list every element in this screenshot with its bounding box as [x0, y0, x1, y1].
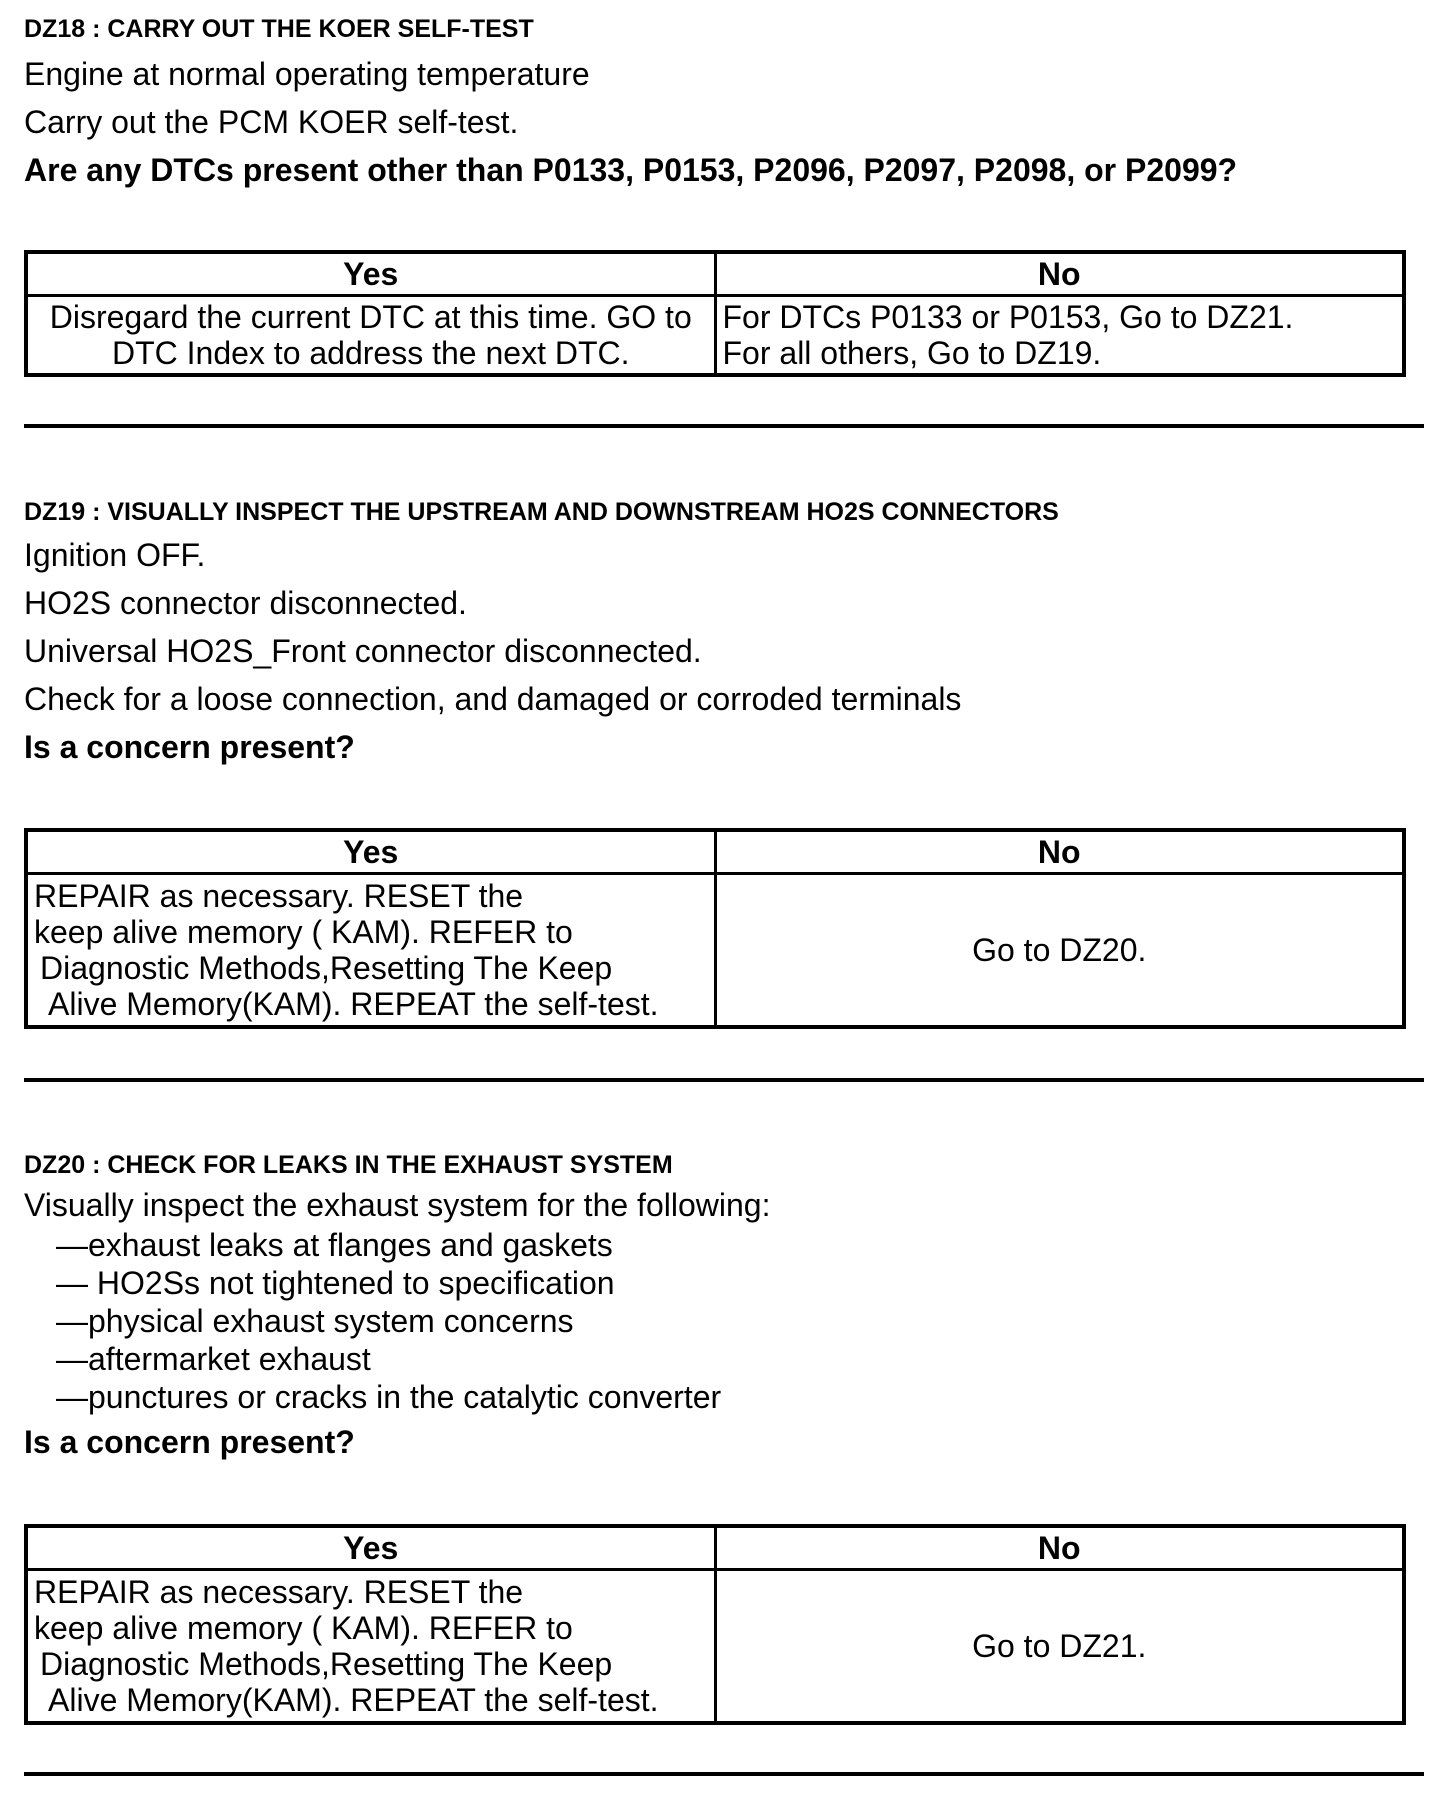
yes-cell	[26, 1570, 715, 1724]
yes-header: Yes	[26, 252, 715, 296]
instruction-line: Carry out the PCM KOER self-test.	[24, 104, 519, 140]
yes-no-table	[24, 250, 1406, 377]
question: Is a concern present?	[24, 1424, 355, 1460]
no-header: No	[715, 252, 1404, 296]
section-divider	[24, 424, 1424, 428]
cell-text: Alive Memory(KAM). REPEAT the self-test.	[48, 986, 659, 1022]
section-divider	[24, 1772, 1424, 1776]
instruction-line: Universal HO2S_Front connector disconnected.	[24, 633, 702, 669]
cell-text: keep alive memory ( KAM). REFER to	[34, 1610, 573, 1646]
no-header: No	[715, 830, 1404, 874]
no-cell: Go to DZ21.	[715, 1570, 1404, 1724]
cell-text: DTC Index to address the next DTC.	[111, 335, 630, 371]
list-item: —punctures or cracks in the catalytic converter	[56, 1379, 722, 1415]
cell-text: Disregard the current DTC at this time. GO to	[49, 299, 692, 335]
list-item: —exhaust leaks at flanges and gaskets	[56, 1227, 613, 1263]
bullet-list	[24, 1226, 1424, 1416]
section-divider	[24, 1078, 1424, 1082]
instruction-line: Engine at normal operating temperature	[24, 56, 590, 92]
yes-header: Yes	[26, 830, 715, 874]
step-dz20	[24, 1150, 1424, 1466]
step-title: DZ19 : VISUALLY INSPECT THE UPSTREAM AND DOWNSTREAM HO2S CONNECTORS	[24, 498, 1059, 526]
question: Are any DTCs present other than P0133, P0153, P2096, P2097, P2098, or P2099?	[24, 152, 1238, 188]
no-header: No	[715, 1526, 1404, 1570]
cell-text: For DTCs P0133 or P0153, Go to DZ21.	[722, 299, 1294, 335]
step-title: DZ20 : CHECK FOR LEAKS IN THE EXHAUST SYSTEM	[24, 1151, 673, 1179]
step-title: DZ18 : CARRY OUT THE KOER SELF-TEST	[24, 15, 534, 43]
list-item: —physical exhaust system concerns	[56, 1303, 574, 1339]
yes-cell	[26, 874, 715, 1028]
yes-no-table	[24, 1524, 1406, 1725]
list-item: —aftermarket exhaust	[56, 1341, 371, 1377]
cell-text: REPAIR as necessary. RESET the	[34, 878, 524, 914]
yes-header: Yes	[26, 1526, 715, 1570]
no-cell: Go to DZ20.	[715, 874, 1404, 1028]
instruction-line: Visually inspect the exhaust system for the following:	[24, 1187, 771, 1223]
cell-text: For all others, Go to DZ19.	[722, 335, 1102, 371]
instruction-line: Ignition OFF.	[24, 537, 206, 573]
cell-text: Diagnostic Methods,Resetting The Keep	[40, 1646, 613, 1682]
step-dz18	[24, 14, 1424, 194]
cell-text: Alive Memory(KAM). REPEAT the self-test.	[48, 1682, 659, 1718]
step-dz19	[24, 497, 1424, 771]
question: Is a concern present?	[24, 729, 355, 765]
yes-cell	[26, 296, 715, 376]
cell-text: REPAIR as necessary. RESET the	[34, 1574, 524, 1610]
list-item: — HO2Ss not tightened to specification	[56, 1265, 615, 1301]
yes-no-table	[24, 828, 1406, 1029]
cell-text: Diagnostic Methods,Resetting The Keep	[40, 950, 613, 986]
cell-text: keep alive memory ( KAM). REFER to	[34, 914, 573, 950]
instruction-line: HO2S connector disconnected.	[24, 585, 467, 621]
no-cell	[715, 296, 1404, 376]
instruction-line: Check for a loose connection, and damaged or corroded terminals	[24, 681, 962, 717]
